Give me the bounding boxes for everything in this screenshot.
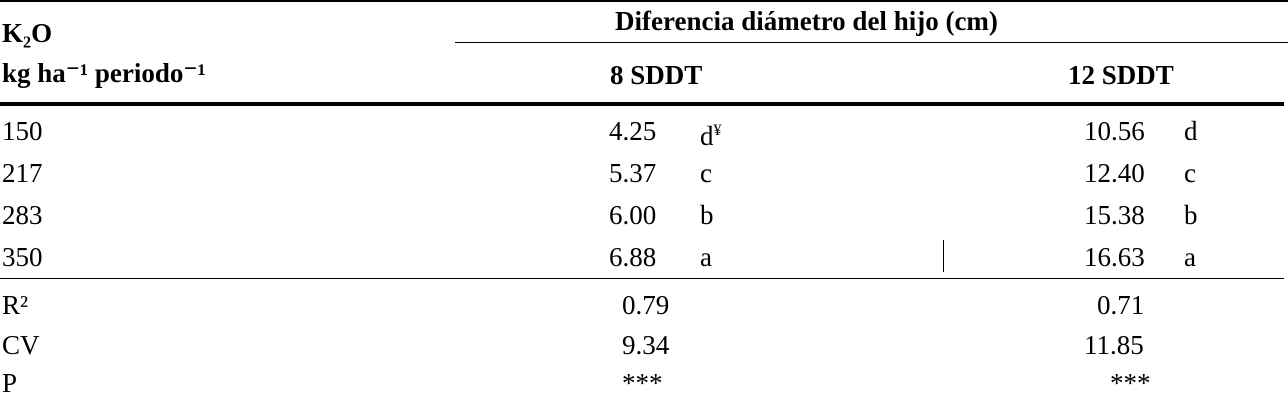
letter-8-sddt: b	[700, 200, 714, 230]
group-title: Diferencia diámetro del hijo (cm)	[615, 6, 998, 36]
dose-cell: 150	[2, 116, 43, 146]
letter: d	[700, 121, 714, 151]
top-rule	[0, 0, 1288, 2]
letter-8-sddt: c	[700, 158, 712, 188]
stat-value-12-sddt: 11.85	[1084, 330, 1144, 360]
dose-cell: 217	[2, 158, 43, 188]
value-8-sddt: 5.37	[609, 158, 657, 188]
value-12-sddt: 12.40	[1084, 158, 1145, 188]
letter-8-sddt	[700, 116, 722, 151]
dose-cell: 283	[2, 200, 43, 230]
stat-label: P	[2, 368, 18, 398]
factor-label-line1: K₂O	[2, 18, 53, 48]
letter-8-sddt: a	[700, 242, 712, 272]
header-bottom-rule	[0, 102, 1284, 106]
stat-label: R²	[2, 290, 29, 320]
stats-separator-rule	[0, 278, 1284, 279]
cell-divider	[943, 240, 944, 272]
column-header-8-sddt: 8 SDDT	[610, 60, 703, 90]
value-12-sddt: 15.38	[1084, 200, 1145, 230]
stat-value-8-sddt: 9.34	[622, 330, 670, 360]
value-8-sddt: 6.00	[609, 200, 657, 230]
footnote-mark: ¥	[713, 122, 722, 139]
letter-12-sddt: b	[1184, 200, 1198, 230]
value-8-sddt: 4.25	[609, 116, 657, 146]
stat-value-8-sddt: ***	[622, 368, 663, 398]
stat-value-8-sddt: 0.79	[622, 290, 670, 320]
group-underline	[455, 42, 1288, 43]
dose-cell: 350	[2, 242, 43, 272]
factor-label-line2: kg ha⁻¹ periodo⁻¹	[2, 58, 206, 88]
stat-value-12-sddt: 0.71	[1097, 290, 1145, 320]
letter-12-sddt: d	[1184, 116, 1198, 146]
value-12-sddt: 16.63	[1084, 242, 1145, 272]
value-12-sddt: 10.56	[1084, 116, 1145, 146]
letter-12-sddt: a	[1184, 242, 1196, 272]
stat-value-12-sddt: ***	[1110, 368, 1151, 398]
letter-12-sddt: c	[1184, 158, 1196, 188]
value-8-sddt: 6.88	[609, 242, 657, 272]
column-header-12-sddt: 12 SDDT	[1068, 60, 1174, 90]
stat-label: CV	[2, 330, 40, 360]
